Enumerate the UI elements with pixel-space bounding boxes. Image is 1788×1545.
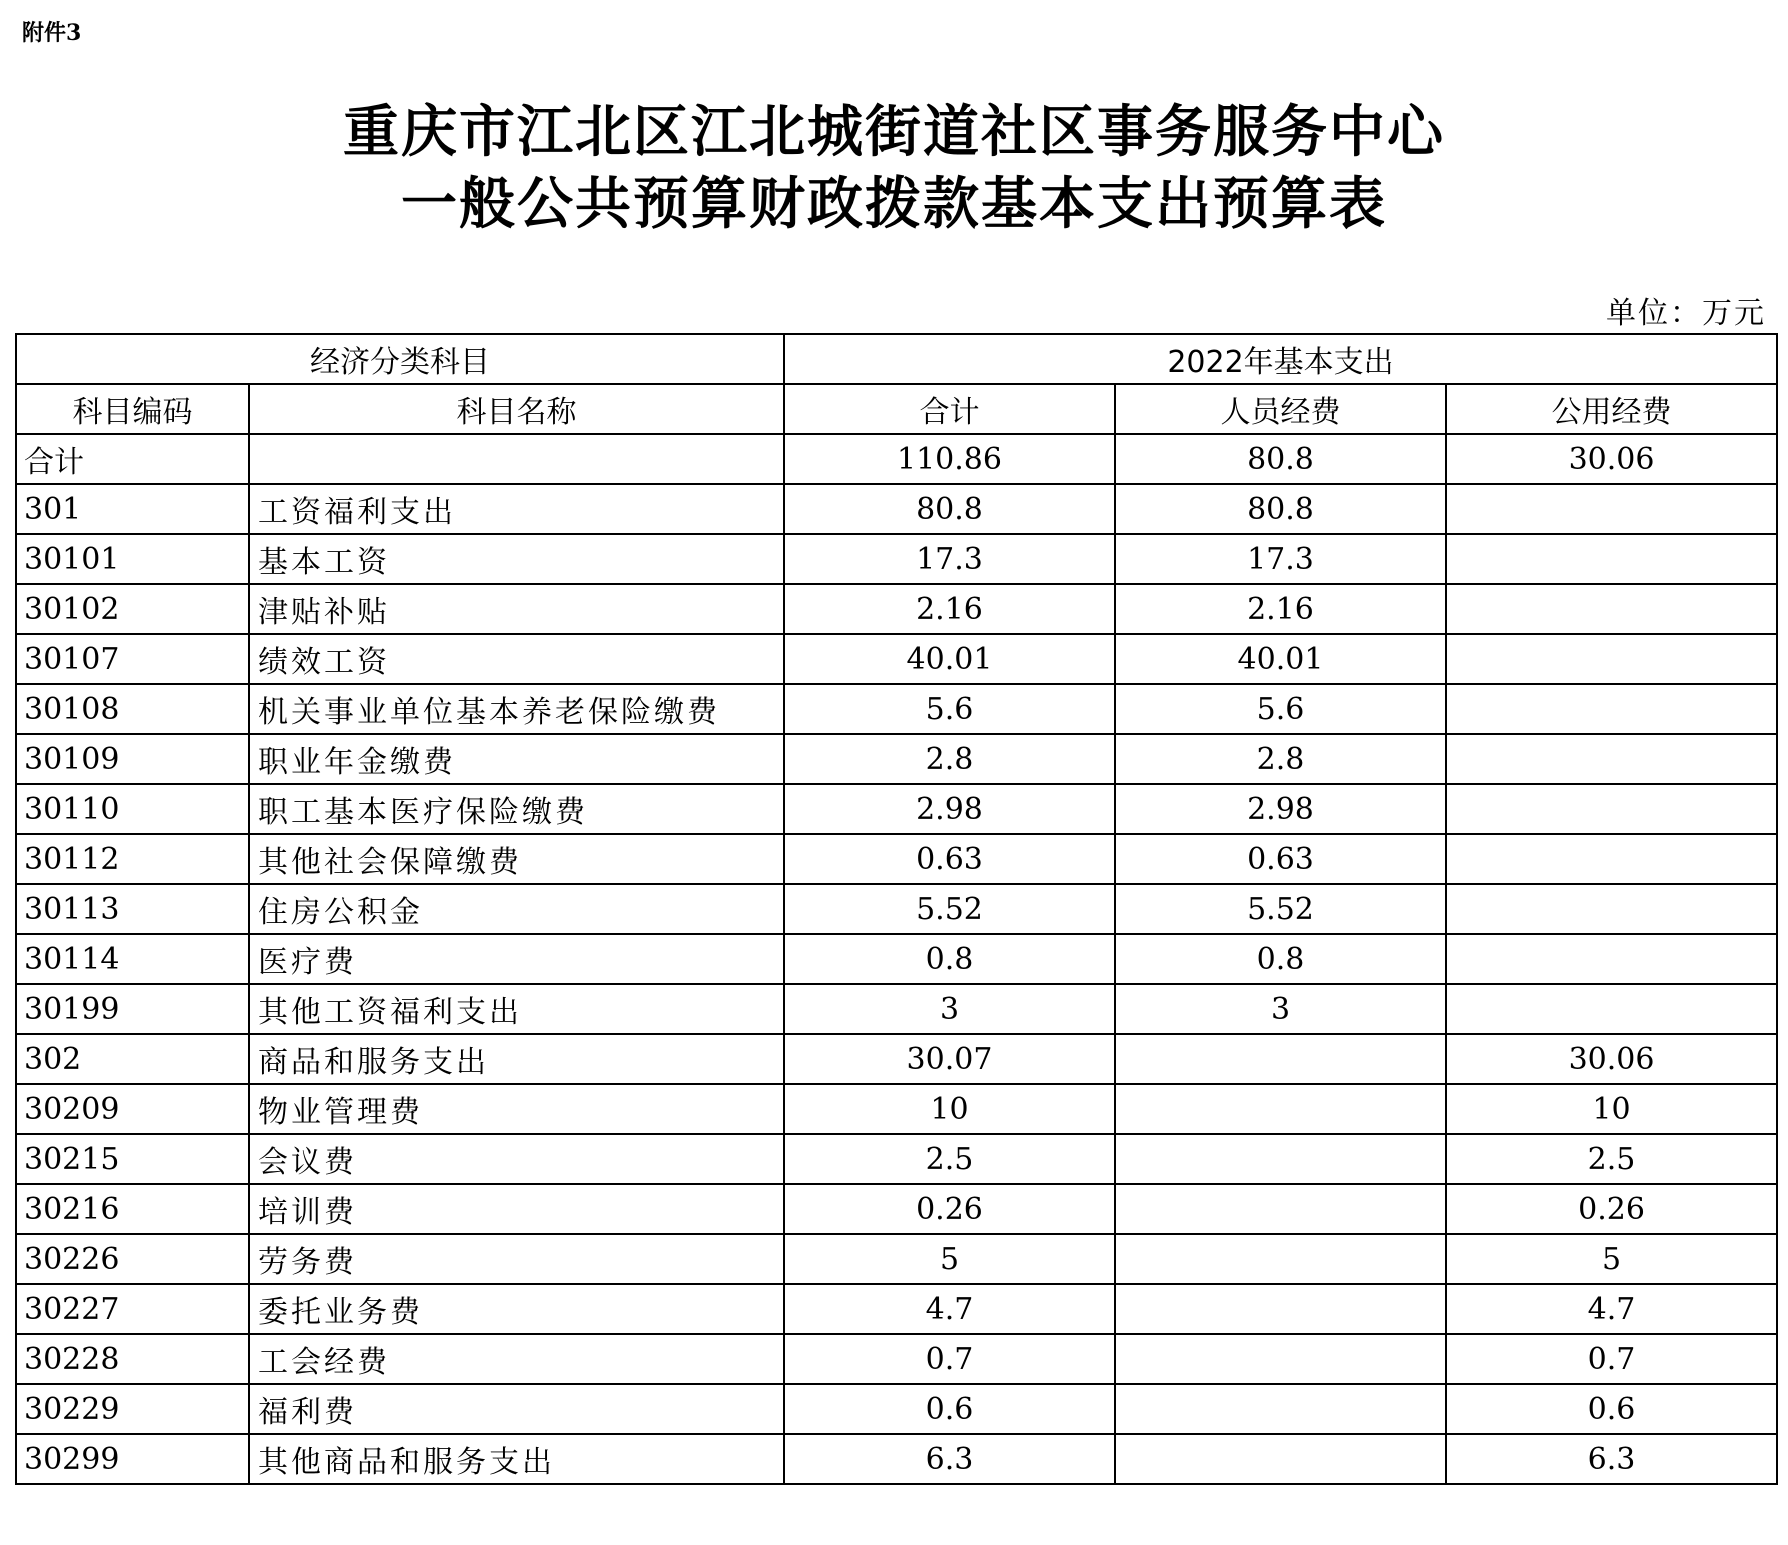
cell-public: 30.06: [1446, 1034, 1777, 1084]
cell-name: 商品和服务支出: [249, 1034, 784, 1084]
personnel-column-header: 人员经费: [1115, 384, 1446, 434]
cell-personnel: [1115, 1184, 1446, 1234]
cell-public: 0.7: [1446, 1334, 1777, 1384]
cell-total: 6.3: [784, 1434, 1115, 1484]
cell-total: 40.01: [784, 634, 1115, 684]
cell-total: 2.16: [784, 584, 1115, 634]
cell-public: [1446, 634, 1777, 684]
cell-public: [1446, 484, 1777, 534]
cell-personnel: 3: [1115, 984, 1446, 1034]
cell-name: 其他商品和服务支出: [249, 1434, 784, 1484]
cell-total: 3: [784, 984, 1115, 1034]
economic-category-header: 经济分类科目: [16, 334, 784, 384]
cell-name: 培训费: [249, 1184, 784, 1234]
cell-public: 5: [1446, 1234, 1777, 1284]
cell-total: 17.3: [784, 534, 1115, 584]
cell-public: [1446, 884, 1777, 934]
cell-personnel: 17.3: [1115, 534, 1446, 584]
cell-code: 30299: [16, 1434, 249, 1484]
cell-code: 30107: [16, 634, 249, 684]
table-row: [16, 1084, 1777, 1134]
public-column-header: 公用经费: [1446, 384, 1777, 434]
cell-personnel: 5.52: [1115, 884, 1446, 934]
cell-code: 30108: [16, 684, 249, 734]
cell-code: 30215: [16, 1134, 249, 1184]
cell-total: 0.8: [784, 934, 1115, 984]
cell-public: 30.06: [1446, 434, 1777, 484]
code-column-header: 科目编码: [16, 384, 249, 434]
cell-name: [249, 434, 784, 484]
cell-name: 职工基本医疗保险缴费: [249, 784, 784, 834]
cell-code: 合计: [16, 434, 249, 484]
cell-name: 基本工资: [249, 534, 784, 584]
cell-personnel: 0.63: [1115, 834, 1446, 884]
cell-public: [1446, 734, 1777, 784]
table-row: [16, 834, 1777, 884]
cell-public: 4.7: [1446, 1284, 1777, 1334]
cell-code: 30101: [16, 534, 249, 584]
cell-name: 津贴补贴: [249, 584, 784, 634]
cell-name: 会议费: [249, 1134, 784, 1184]
table-row: [16, 1034, 1777, 1084]
cell-name: 劳务费: [249, 1234, 784, 1284]
cell-personnel: [1115, 1334, 1446, 1384]
cell-code: 30228: [16, 1334, 249, 1384]
cell-name: 福利费: [249, 1384, 784, 1434]
page-title-line2: 一般公共预算财政拨款基本支出预算表: [401, 172, 1387, 237]
cell-total: 2.5: [784, 1134, 1115, 1184]
cell-code: 30226: [16, 1234, 249, 1284]
page-title-line1: 重庆市江北区江北城街道社区事务服务中心: [343, 100, 1445, 165]
table-row: [16, 534, 1777, 584]
cell-personnel: [1115, 1384, 1446, 1434]
table-row: [16, 584, 1777, 634]
cell-code: 30209: [16, 1084, 249, 1134]
cell-name: 工会经费: [249, 1334, 784, 1384]
table-row: [16, 784, 1777, 834]
cell-personnel: 40.01: [1115, 634, 1446, 684]
basic-expenditure-header: 2022年基本支出: [784, 334, 1777, 384]
cell-public: 6.3: [1446, 1434, 1777, 1484]
cell-code: 30112: [16, 834, 249, 884]
cell-name: 物业管理费: [249, 1084, 784, 1134]
cell-public: 2.5: [1446, 1134, 1777, 1184]
column-header-row: [16, 384, 1777, 434]
cell-public: [1446, 784, 1777, 834]
cell-public: [1446, 834, 1777, 884]
cell-code: 30114: [16, 934, 249, 984]
cell-personnel: [1115, 1134, 1446, 1184]
cell-name: 其他社会保障缴费: [249, 834, 784, 884]
cell-code: 30227: [16, 1284, 249, 1334]
name-column-header: 科目名称: [249, 384, 784, 434]
cell-total: 0.7: [784, 1334, 1115, 1384]
total-column-header: 合计: [784, 384, 1115, 434]
cell-total: 5.52: [784, 884, 1115, 934]
cell-code: 30102: [16, 584, 249, 634]
cell-total: 110.86: [784, 434, 1115, 484]
table-row: [16, 484, 1777, 534]
cell-code: 30199: [16, 984, 249, 1034]
cell-public: 0.26: [1446, 1184, 1777, 1234]
cell-personnel: [1115, 1034, 1446, 1084]
cell-name: 绩效工资: [249, 634, 784, 684]
table-row: [16, 884, 1777, 934]
cell-personnel: 5.6: [1115, 684, 1446, 734]
attachment-label: 附件3: [22, 20, 82, 46]
cell-name: 职业年金缴费: [249, 734, 784, 784]
cell-public: [1446, 984, 1777, 1034]
table-row: [16, 434, 1777, 484]
cell-name: 其他工资福利支出: [249, 984, 784, 1034]
cell-code: 30216: [16, 1184, 249, 1234]
table-row: [16, 1134, 1777, 1184]
cell-total: 5.6: [784, 684, 1115, 734]
cell-personnel: 2.16: [1115, 584, 1446, 634]
cell-total: 0.6: [784, 1384, 1115, 1434]
cell-code: 30109: [16, 734, 249, 784]
cell-code: 30110: [16, 784, 249, 834]
cell-code: 30113: [16, 884, 249, 934]
table-row: [16, 934, 1777, 984]
unit-label: 单位：万元: [1606, 296, 1766, 331]
cell-total: 2.98: [784, 784, 1115, 834]
table-row: [16, 1184, 1777, 1234]
cell-public: [1446, 534, 1777, 584]
cell-public: 10: [1446, 1084, 1777, 1134]
budget-table: [15, 333, 1778, 1485]
cell-name: 工资福利支出: [249, 484, 784, 534]
cell-code: 301: [16, 484, 249, 534]
cell-name: 机关事业单位基本养老保险缴费: [249, 684, 784, 734]
cell-personnel: 80.8: [1115, 484, 1446, 534]
cell-public: 0.6: [1446, 1384, 1777, 1434]
table-row: [16, 684, 1777, 734]
table-row: [16, 634, 1777, 684]
cell-total: 0.63: [784, 834, 1115, 884]
table-row: [16, 1284, 1777, 1334]
cell-public: [1446, 934, 1777, 984]
cell-total: 10: [784, 1084, 1115, 1134]
cell-personnel: [1115, 1284, 1446, 1334]
cell-personnel: 80.8: [1115, 434, 1446, 484]
cell-public: [1446, 684, 1777, 734]
cell-personnel: [1115, 1234, 1446, 1284]
cell-personnel: [1115, 1084, 1446, 1134]
cell-name: 医疗费: [249, 934, 784, 984]
group-header-row: [16, 334, 1777, 384]
cell-total: 0.26: [784, 1184, 1115, 1234]
cell-total: 30.07: [784, 1034, 1115, 1084]
cell-total: 5: [784, 1234, 1115, 1284]
table-row: [16, 1334, 1777, 1384]
cell-code: 30229: [16, 1384, 249, 1434]
table-row: [16, 1434, 1777, 1484]
table-row: [16, 1384, 1777, 1434]
table-body: [16, 434, 1777, 1484]
cell-total: 2.8: [784, 734, 1115, 784]
cell-code: 302: [16, 1034, 249, 1084]
table-row: [16, 1234, 1777, 1284]
table-row: [16, 984, 1777, 1034]
cell-name: 住房公积金: [249, 884, 784, 934]
cell-personnel: 0.8: [1115, 934, 1446, 984]
cell-public: [1446, 584, 1777, 634]
cell-personnel: [1115, 1434, 1446, 1484]
cell-total: 80.8: [784, 484, 1115, 534]
cell-name: 委托业务费: [249, 1284, 784, 1334]
table-row: [16, 734, 1777, 784]
cell-total: 4.7: [784, 1284, 1115, 1334]
cell-personnel: 2.98: [1115, 784, 1446, 834]
cell-personnel: 2.8: [1115, 734, 1446, 784]
